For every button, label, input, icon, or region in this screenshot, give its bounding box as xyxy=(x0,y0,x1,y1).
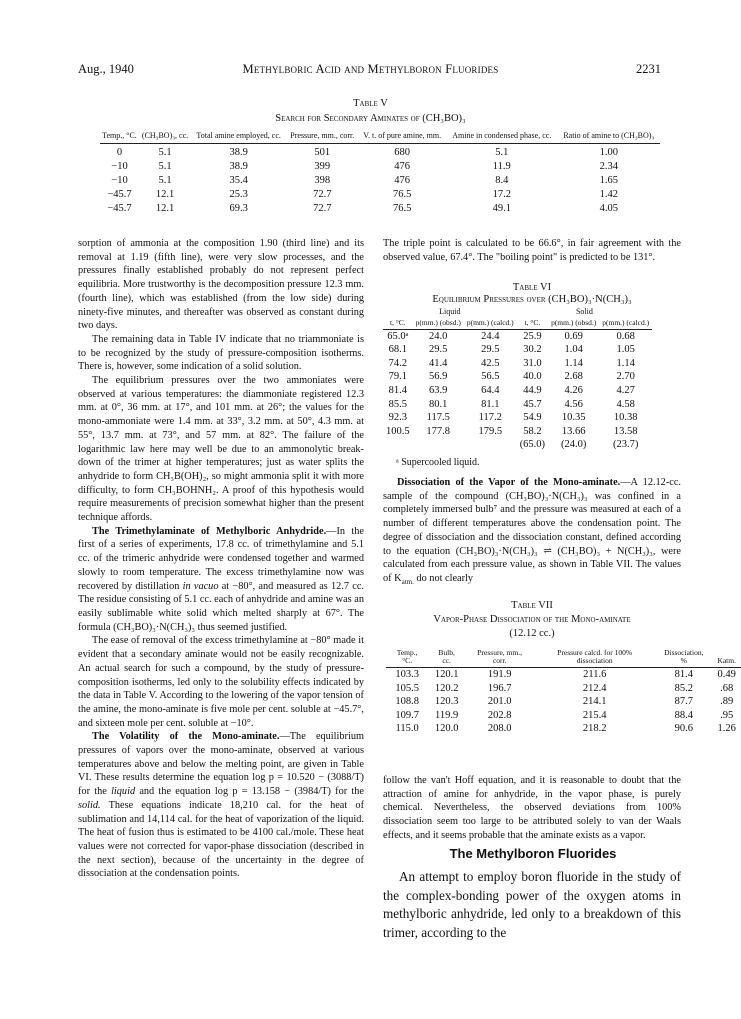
table7-header: Katm. xyxy=(712,649,741,668)
table7-cell: .95 xyxy=(720,709,734,721)
table6-cell: 13.66 xyxy=(561,425,586,437)
table7-caption: Table VII xyxy=(511,600,553,611)
table5-row xyxy=(100,160,660,174)
table6-cell: 56.5 xyxy=(481,371,500,383)
table6-cell: 177.8 xyxy=(426,425,451,437)
left-paragraph-1: sorption of ammonia at the composition 1.90 (third line) and its removal at 1.19 (fifth line), were very slow processes, and the pressures finally established probably do not represent perfect equilibria. More trustworthy is the decomposition pressure 12.3 mm. (fourth line), which was established (from the low side) during ninety-five minutes, and thereafter was observed as constant during two days. xyxy=(78,238,364,332)
table6-header: p(mm.) (obsd.) xyxy=(548,319,599,330)
table6-cell xyxy=(464,438,517,452)
table6-cell: 1.14 xyxy=(564,357,583,369)
dissociation-paragraph xyxy=(383,476,681,590)
table5-cell: 398 xyxy=(314,174,331,186)
running-header-date: Aug., 1940 xyxy=(78,62,134,76)
table7-cell: 212.4 xyxy=(582,682,607,694)
trimethylaminate-heading: The Trimethylaminate of Methylboric Anhydride. xyxy=(92,525,327,537)
table5-cell: 476 xyxy=(394,160,411,172)
table7-cell: .89 xyxy=(720,696,734,708)
table6-cell: 63.9 xyxy=(429,384,448,396)
table5-cell: 1.00 xyxy=(599,146,618,158)
katm-subscript: atm. xyxy=(401,577,414,586)
table7-header: Pressure, mm., corr. xyxy=(465,649,534,668)
table6-cell: 40.0 xyxy=(523,371,542,383)
table7-header: Dissociation, % xyxy=(655,649,712,668)
table6-row xyxy=(383,398,652,412)
table7-cell: 202.8 xyxy=(487,709,512,721)
table7-cell: 81.4 xyxy=(674,669,693,680)
table7-row xyxy=(386,668,741,682)
table6-cell: 41.4 xyxy=(429,357,448,369)
table7-header: Temp., °C. xyxy=(386,649,428,668)
table6 xyxy=(383,305,652,452)
left-paragraph-2: The remaining data in Table IV indicate that no triammoniate is to be recognized by the study of pressure-composition isotherms. There is, however, some indication of a solid solution. xyxy=(78,333,364,373)
table7-cell: 215.4 xyxy=(582,709,607,721)
table5-cell: 12.1 xyxy=(155,188,175,200)
table6-cell: 74.2 xyxy=(388,357,407,369)
table6-cell: 25.9 xyxy=(523,330,542,342)
table6-subtitle: Equilibrium Pressures over (CH₃BO)₃·N(CH₃)₃ xyxy=(432,294,632,305)
liquid-italic: liquid xyxy=(111,786,136,798)
table6-cell: 24.0 xyxy=(429,330,448,342)
table7-cell: 120.0 xyxy=(434,723,459,735)
volatility-text: —The equilibrium pressures of vapors over the mono-aminate, observed at various temperatures above and below the melting point, are given in Table VI. These results determine the equation log p = 10.520 − (3088/T) for the xyxy=(78,731,364,798)
table6-group-solid: Solid xyxy=(575,307,593,317)
table6-cell: (24.0) xyxy=(560,439,587,451)
table6-cell xyxy=(383,438,413,452)
table6-cell: 30.2 xyxy=(523,344,542,356)
table6-caption: Table VI xyxy=(512,282,552,293)
table5-header: Total amine employed, cc. xyxy=(191,132,286,143)
table5-cell: 38.9 xyxy=(229,160,248,172)
volatility-text-3: These equations indicate 18,210 cal. for the heat of sublimation and 14,114 cal. for the heat of vaporization of the liquid. The heat of fusion thus is estimated to be 4100 cal./mole. These heat values were not corrected for vapor-phase dissociation (described in the next section), because of the uncertainty in the degree of dissociation at the condensation points. xyxy=(78,799,364,880)
table6-header: p(mm.) (calcd.) xyxy=(599,319,652,330)
table6-cell: (23.7) xyxy=(613,439,639,451)
table6-cell: 58.2 xyxy=(523,425,542,437)
table5-cell: 35.4 xyxy=(229,174,248,186)
table7-cell: 191.9 xyxy=(487,669,512,680)
table6-cell: 24.4 xyxy=(481,330,500,342)
table7-cell: 120.2 xyxy=(434,682,459,694)
table7-cell: 108.8 xyxy=(395,696,419,708)
table7-cell: 105.5 xyxy=(395,682,419,694)
table5-row xyxy=(100,188,660,202)
table5-cell: 399 xyxy=(314,160,331,172)
table7-header: Bulb, cc. xyxy=(428,649,465,668)
table5-subtitle: Search for Secondary Aminates of (CH₃BO)₃ xyxy=(275,113,466,124)
table5-cell: 76.5 xyxy=(392,202,412,214)
table6-cell: 0.69 xyxy=(564,330,583,342)
table7-cell: 87.7 xyxy=(674,696,693,708)
table5-cell: 25.3 xyxy=(229,188,248,200)
table7-row xyxy=(386,695,741,709)
table5-cell: −10 xyxy=(111,174,128,186)
section-title: The Methylboron Fluorides xyxy=(449,846,617,861)
table5-cell: 4.05 xyxy=(599,202,618,214)
table7-cell: 119.9 xyxy=(435,709,459,721)
table5-cell: 2.34 xyxy=(599,160,618,172)
table7-cell: 85.2 xyxy=(674,682,693,694)
table7-cell: 211.6 xyxy=(583,669,607,680)
table6-header: p(mm.) (obsd.) xyxy=(413,319,464,330)
table6-cell: 85.5 xyxy=(388,398,407,410)
table6-cell: 1.05 xyxy=(616,344,635,356)
table5-cell: 11.9 xyxy=(492,160,511,172)
dissociation-block xyxy=(383,476,681,590)
volatility-text-2: and the equation log p = 13.158 − (3984/T) for the xyxy=(135,786,364,798)
after-table7-block xyxy=(383,774,681,843)
left-paragraph-3: The equilibrium pressures over the two ammoniates were observed at various temperatures: the diammoniate registered 12.3 mm. at 0°, 36 mm. at 17°, and 101 mm. at 26°; the values for the mono-ammoniate were 1.4 mm. at 33°, 3.2 mm. at 50°, 4.3 mm. at 55°, 13.7 mm. at 73°, and 57 mm. at 82°. The failure of the logarithmic law here may well be due to an ammonolytic break-down of the trimer at higher temperatures; just as water splits the anhydride to form CH₃B(OH)₂, so might ammonia split it with more difficulty, to form CH₃BOHNH₂. A proof of this hypothesis would require measurements of precision somewhat higher than the present technique affords. xyxy=(78,375,364,524)
table5-cell: 12.1 xyxy=(155,202,175,214)
table5-cell: 38.9 xyxy=(229,146,248,158)
table7-cell: 208.0 xyxy=(487,723,512,735)
table6-cell: 10.35 xyxy=(561,412,586,424)
right-top-text xyxy=(383,237,681,264)
table6-cell: 13.58 xyxy=(613,425,638,437)
table6-cell: 10.38 xyxy=(613,412,638,424)
table6-cell: 81.4 xyxy=(388,384,407,396)
table5-cell: −45.7 xyxy=(107,188,132,200)
table7-cell: 88.4 xyxy=(674,709,693,721)
table5-cell: 501 xyxy=(314,146,331,158)
table6-cell: 0.68 xyxy=(616,330,635,342)
left-column xyxy=(78,237,364,881)
table6-row xyxy=(383,329,652,343)
table7-cell: 0.49 xyxy=(717,669,736,680)
table5-row xyxy=(100,174,660,188)
table5-cell: −45.7 xyxy=(107,202,132,214)
table6-cell: 117.5 xyxy=(426,412,450,424)
table5-cell: 5.1 xyxy=(158,160,172,172)
table6-cell: 4.26 xyxy=(564,384,583,396)
table5-cell: 72.7 xyxy=(313,188,332,200)
table6-cell: 4.56 xyxy=(564,398,583,410)
table7-cell: 218.2 xyxy=(582,723,607,735)
table6-cell: 2.68 xyxy=(564,371,583,383)
table5-cell: 1.42 xyxy=(599,188,618,200)
table7-cell: 109.7 xyxy=(395,709,419,721)
table5-cell: 76.5 xyxy=(392,188,412,200)
table6-row xyxy=(383,343,652,357)
table7-row xyxy=(386,709,741,723)
volatility-paragraph xyxy=(78,730,364,881)
table5-header: V. t. of pure amine, mm. xyxy=(358,132,446,143)
table7-cell: 201.0 xyxy=(487,696,512,708)
table5-cell: 0 xyxy=(116,146,123,158)
table6-cell: 79.1 xyxy=(388,371,407,383)
secondary-aminate-paragraph: The ease of removal of the excess trimethylamine at −80° made it evident that a secondary aminate would not be easily recognizable. An actual search for such a compound, by the study of pressure-composition isotherms, led only to the solubility effects indicated by the data in Table V. According to the lowering of the vapor tension of the amine, the mono-aminate is five mole per cent. soluble at −45.7°, and sixteen mole per cent. soluble at −10°. xyxy=(78,635,364,729)
table6-header: t, °C. xyxy=(517,319,548,330)
table5-cell: 680 xyxy=(394,146,411,158)
table7-row xyxy=(386,722,741,736)
table7-subtitle: Vapor-Phase Dissociation of the Mono-aminate xyxy=(433,614,631,625)
table6-row xyxy=(383,425,652,439)
table6-row xyxy=(383,411,652,425)
trimethylaminate-text-2: at −80°, and measured as 12.7 cc. The residue consisting of 5.1 cc. each of anhydride and amine was an easily sublimable white solid which melted sharply at 67°. The formula (CH₃BO)₃·N(CH₃)₃ thus seemed justified. xyxy=(78,580,364,633)
table7-cell: 196.7 xyxy=(487,682,512,694)
table6-cell: 45.7 xyxy=(523,398,542,410)
table5-cell: 49.1 xyxy=(492,202,511,214)
table6-cell: 44.9 xyxy=(523,384,542,396)
trimethylaminate-paragraph xyxy=(78,525,364,635)
vant-hoff-paragraph: follow the van't Hoff equation, and it is reasonable to doubt that the attraction of amine for anhydride, in the vapor phase, is purely chemical. Nevertheless, the observed deviations from 100% dissociation seem too large to be attributed solely to van der Waals effects, and it seems probable that the aminate exists as a vapor. xyxy=(383,775,681,841)
triple-point-paragraph: The triple point is calculated to be 66.6°, in fair agreement with the observed value, 67.4°. The "boiling point" is predicted to be 131°. xyxy=(383,238,681,263)
table5-row xyxy=(100,143,660,160)
table5-cell: 5.1 xyxy=(495,146,509,158)
table5-cell: 69.3 xyxy=(229,202,248,214)
table6-cell: 2.70 xyxy=(616,371,635,383)
table5-cell: 476 xyxy=(394,174,411,186)
table6-row xyxy=(383,438,652,452)
table5-cell: 8.4 xyxy=(495,174,509,186)
table6-group-liquid: Liquid xyxy=(439,307,461,317)
solid-italic: solid. xyxy=(78,799,101,811)
table6-header: t, °C. xyxy=(383,319,413,330)
table7-header: Pressure calcd. for 100% dissociation xyxy=(534,649,655,668)
table6-cell xyxy=(413,438,464,452)
table7-cell: 1.26 xyxy=(717,723,736,735)
table6-cell: 1.14 xyxy=(616,357,635,369)
table5-cell: 1.65 xyxy=(599,174,618,186)
table6-cell: 100.5 xyxy=(386,425,410,437)
page-number: 2231 xyxy=(636,62,661,76)
table5-cell: −10 xyxy=(111,160,128,172)
table6-cell: 68.1 xyxy=(388,344,407,356)
section-body xyxy=(383,868,681,942)
table6-cell: 80.1 xyxy=(429,398,448,410)
table5 xyxy=(100,132,660,216)
table6-cell: 29.5 xyxy=(429,344,448,356)
table6-cell: 81.1 xyxy=(481,398,500,410)
table7-cell: 120.3 xyxy=(434,696,459,708)
table7-cell: 115.0 xyxy=(395,723,419,735)
section-paragraph: An attempt to employ boron fluoride in the study of the complex-bonding power of the oxygen atoms in methylboric anhydride, led only to a breakdown of this trimer, according to the xyxy=(383,869,681,940)
table7-cell: 103.3 xyxy=(395,669,419,680)
table5-caption: Table V xyxy=(353,98,388,109)
dissociation-heading: Dissociation of the Vapor of the Mono-aminate. xyxy=(397,477,621,488)
table5-cell: 5.1 xyxy=(158,174,172,186)
table5-cell: 72.7 xyxy=(313,202,332,214)
table6-cell: 29.5 xyxy=(481,344,500,356)
in-vacuo-italic: in vacuo xyxy=(182,580,219,592)
table6-cell: 31.0 xyxy=(523,357,542,369)
table7-cell: 90.6 xyxy=(674,723,693,735)
dissociation-text-2: do not clearly xyxy=(413,572,474,584)
table6-cell: 42.5 xyxy=(481,357,500,369)
table5-header: Ratio of amine to (CH₃BO)₃ xyxy=(558,132,660,143)
volatility-heading: The Volatility of the Mono-aminate. xyxy=(92,731,280,743)
table6-cell: 65.0ᵃ xyxy=(387,330,409,342)
table6-row xyxy=(383,384,652,398)
table5-row xyxy=(100,202,660,216)
table6-row xyxy=(383,357,652,371)
table5-cell: 17.2 xyxy=(492,188,511,200)
table7 xyxy=(386,649,741,736)
table5-cell: 5.1 xyxy=(158,146,172,158)
table6-header: p(mm.) (calcd.) xyxy=(464,319,517,330)
table6-cell: 4.27 xyxy=(616,384,635,396)
table6-cell: 54.9 xyxy=(523,412,542,424)
table7-row xyxy=(386,682,741,696)
table5-header: (CH₃BO)₃, cc. xyxy=(139,132,191,143)
table6-cell: 56.9 xyxy=(429,371,448,383)
table7-sample-size: (12.12 cc.) xyxy=(509,628,555,639)
trimethylaminate-text: —In the first of a series of experiments, 17.8 cc. of trimethylamine and 5.1 cc. of the trimeric anhydride were condensed together and warmed slowly to room temperature. The excess trimethylamine now was recovered by distillation xyxy=(78,525,364,592)
dissociation-text: —A 12.12-cc. sample of the compound (CH₃BO)₃·N(CH₃)₃ was confined in a completely immersed bulb⁷ and the pressure was measured at each of a number of different temperatures above the condensation point. The degree of dissociation and the dissociation constant, defined according to the equation (CH₃BO)₃·N(CH₃)₃ ⇌ (CH₃BO)₃ + N(CH₃)₃, were calculated from each pressure value, as shown in Table VII. The values of K xyxy=(383,477,681,584)
table6-cell: 179.5 xyxy=(478,425,503,437)
table6-cell: 92.3 xyxy=(388,412,407,424)
running-header-title: Methylboric Acid and Methylboron Fluorides xyxy=(242,62,499,76)
table7-cell: 214.1 xyxy=(582,696,607,708)
table6-cell: 1.04 xyxy=(564,344,583,356)
table5-header: Pressure, mm., corr. xyxy=(286,132,358,143)
table6-row xyxy=(383,370,652,384)
table7-cell: .68 xyxy=(720,682,734,694)
table6-cell: 4.58 xyxy=(616,398,635,410)
table7-cell: 120.1 xyxy=(434,669,459,680)
table5-header: Temp., °C. xyxy=(100,132,139,143)
table6-cell: 64.4 xyxy=(481,384,500,396)
table6-footnote: ᵃ Supercooled liquid. xyxy=(396,457,480,468)
table5-header: Amine in condensed phase, cc. xyxy=(446,132,558,143)
table6-cell: 117.2 xyxy=(478,412,502,424)
table6-cell: (65.0) xyxy=(519,439,546,451)
